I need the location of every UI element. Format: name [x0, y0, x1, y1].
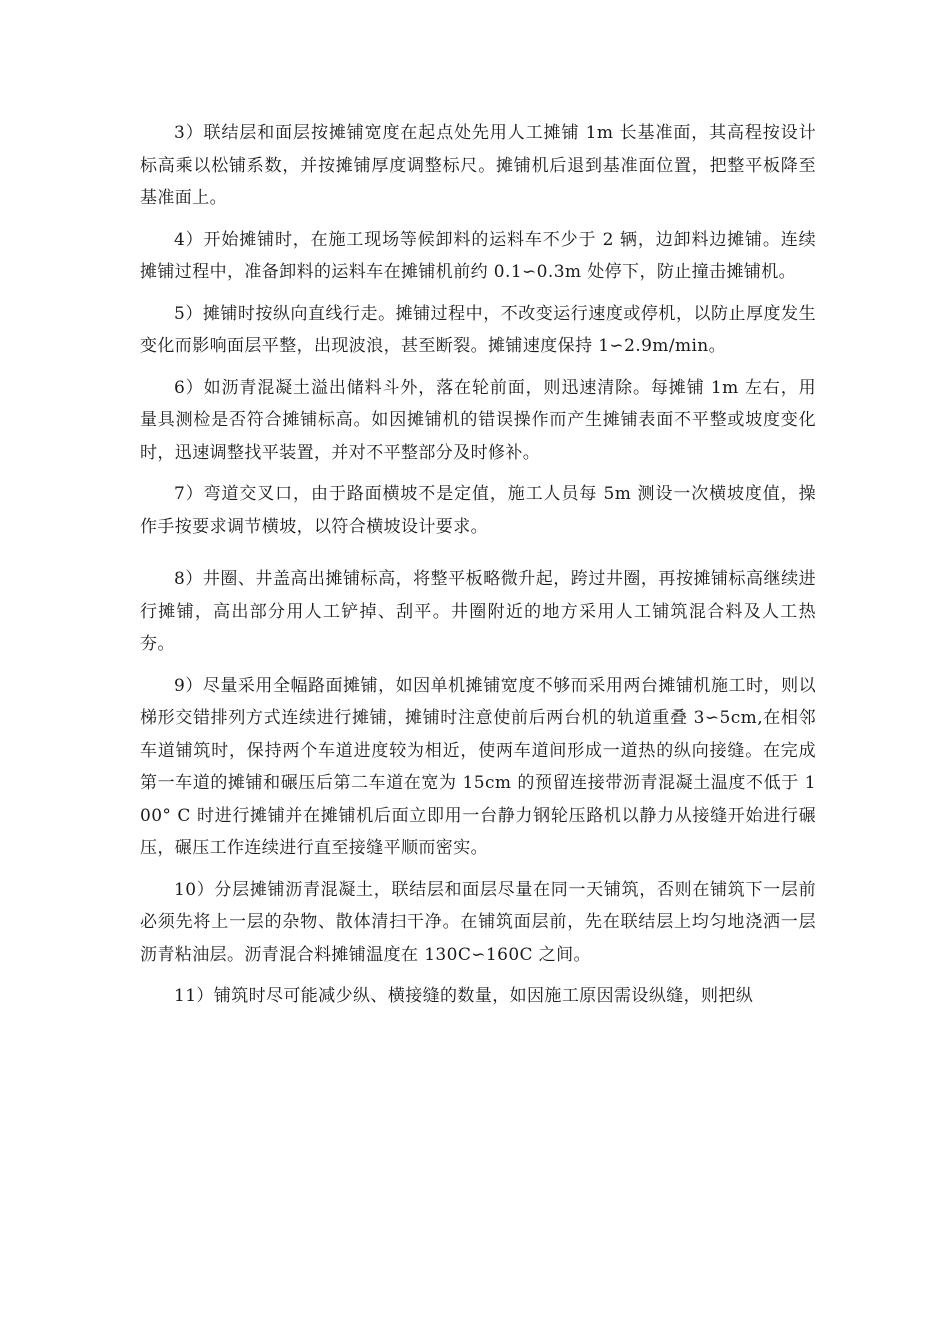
paragraph-11: 11）铺筑时尽可能减少纵、横接缝的数量，如因施工原因需设纵缝，则把纵	[174, 986, 754, 1006]
paragraph-9: 9）尽量采用全幅路面摊铺，如因单机摊铺宽度不够而采用两台摊铺机施工时，则以梯形交错排列方式连续进行摊铺，摊铺时注意使前后两台机的轨道重叠 3∽5cm,在相邻车道铺筑时，保持两个车道进度较为相近，使两车道间形成一道热的纵向接缝。在完成第一车道的摊铺和碾压后第二车道在宽为 15cm 的预留连接带沥青混凝土温度不低于 100° C 时进行摊铺并在摊铺机后面立即用一台静力钢轮压路机以静力从接缝开始进行碾压，碾压工作连续进行直至接缝平顺而密实。	[140, 675, 816, 858]
paragraph-6: 6）如沥青混凝土溢出储料斗外，落在轮前面，则迅速清除。每摊铺 1m 左右，用量具测检是否符合摊铺标高。如因摊铺机的错误操作而产生摊铺表面不平整或坡度变化时，迅速调整找平装置，并对不平整部分及时修补。	[140, 377, 816, 463]
body-text	[140, 117, 816, 1022]
paragraph-10: 10）分层摊铺沥青混凝土，联结层和面层尽量在同一天铺筑，否则在铺筑下一层前必须先将上一层的杂物、散体清扫干净。在铺筑面层前，先在联结层上均匀地浇洒一层沥青粘油层。沥青混合料摊铺温度在 130C∽160C 之间。	[140, 879, 816, 965]
paragraph-7: 7）弯道交叉口，由于路面横坡不是定值，施工人员每 5m 测设一次横坡度值，操作手按要求调节横坡，以符合横坡设计要求。	[140, 484, 816, 537]
paragraph-4: 4）开始摊铺时，在施工现场等候卸料的运料车不少于 2 辆，边卸料边摊铺。连续摊铺过程中，准备卸料的运料车在摊铺机前约 0.1∽0.3m 处停下，防止撞击摊铺机。	[140, 229, 816, 282]
paragraph-3: 3）联结层和面层按摊铺宽度在起点处先用人工摊铺 1m 长基准面，其高程按设计标高乘以松铺系数，并按摊铺厚度调整标尺。摊铺机后退到基准面位置，把整平板降至基准面上。	[140, 123, 816, 208]
paragraph-8: 8）井圈、井盖高出摊铺标高，将整平板略微升起，跨过井圈，再按摊铺标高继续进行摊铺，高出部分用人工铲掉、刮平。井圈附近的地方采用人工铺筑混合料及人工热夯。	[140, 569, 816, 654]
paragraph-5: 5）摊铺时按纵向直线行走。摊铺过程中，不改变运行速度或停机，以防止厚度发生变化而影响面层平整，出现波浪，甚至断裂。摊铺速度保持 1∽2.9m/min。	[140, 303, 816, 356]
